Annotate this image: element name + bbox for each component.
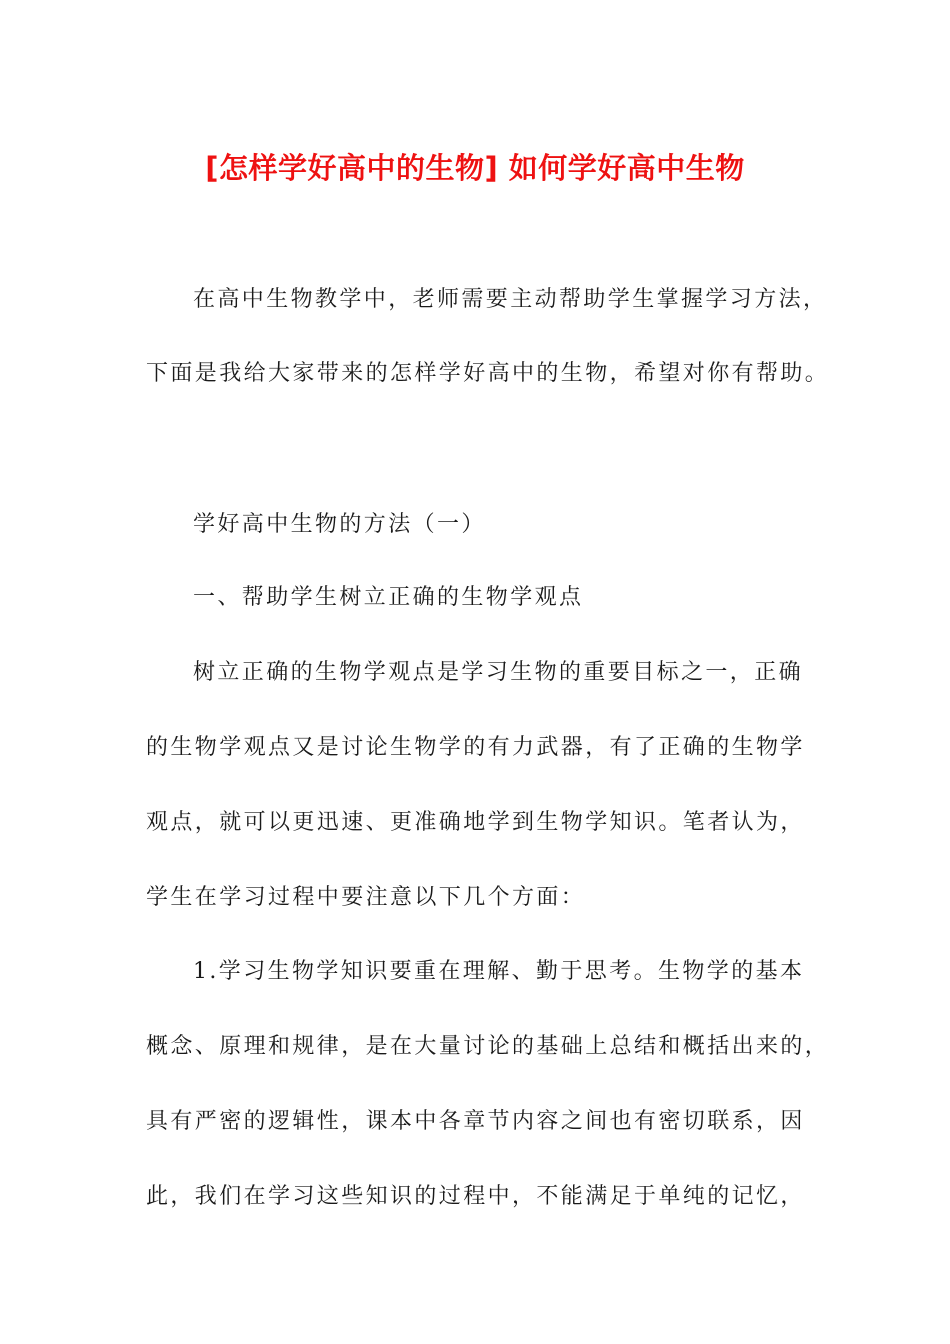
paragraph-line: 观点，就可以更迅速、更准确地学到生物学知识。笔者认为， — [146, 810, 805, 835]
section-heading: 学好高中生物的方法（一） — [193, 512, 486, 537]
paragraph-line: 学生在学习过程中要注意以下几个方面： — [146, 885, 586, 910]
intro-line: 下面是我给大家带来的怎样学好高中的生物，希望对你有帮助。 — [146, 361, 830, 386]
paragraph-line: 1.学习生物学知识要重在理解、勤于思考。生物学的基本 — [193, 959, 805, 984]
paragraph-line: 此，我们在学习这些知识的过程中，不能满足于单纯的记忆， — [146, 1184, 805, 1209]
subheading: 一、帮助学生树立正确的生物学观点 — [193, 585, 584, 610]
paragraph-line: 树立正确的生物学观点是学习生物的重要目标之一，正确 — [193, 660, 804, 685]
paragraph-line: 概念、原理和规律，是在大量讨论的基础上总结和概括出来的， — [146, 1034, 830, 1059]
intro-line: 在高中生物教学中，老师需要主动帮助学生掌握学习方法， — [193, 287, 828, 312]
document-title: [怎样学好高中的生物] 如何学好高中生物 — [205, 151, 745, 185]
paragraph-line: 具有严密的逻辑性，课本中各章节内容之间也有密切联系，因 — [146, 1109, 805, 1134]
paragraph-line: 的生物学观点又是讨论生物学的有力武器，有了正确的生物学 — [146, 735, 805, 760]
